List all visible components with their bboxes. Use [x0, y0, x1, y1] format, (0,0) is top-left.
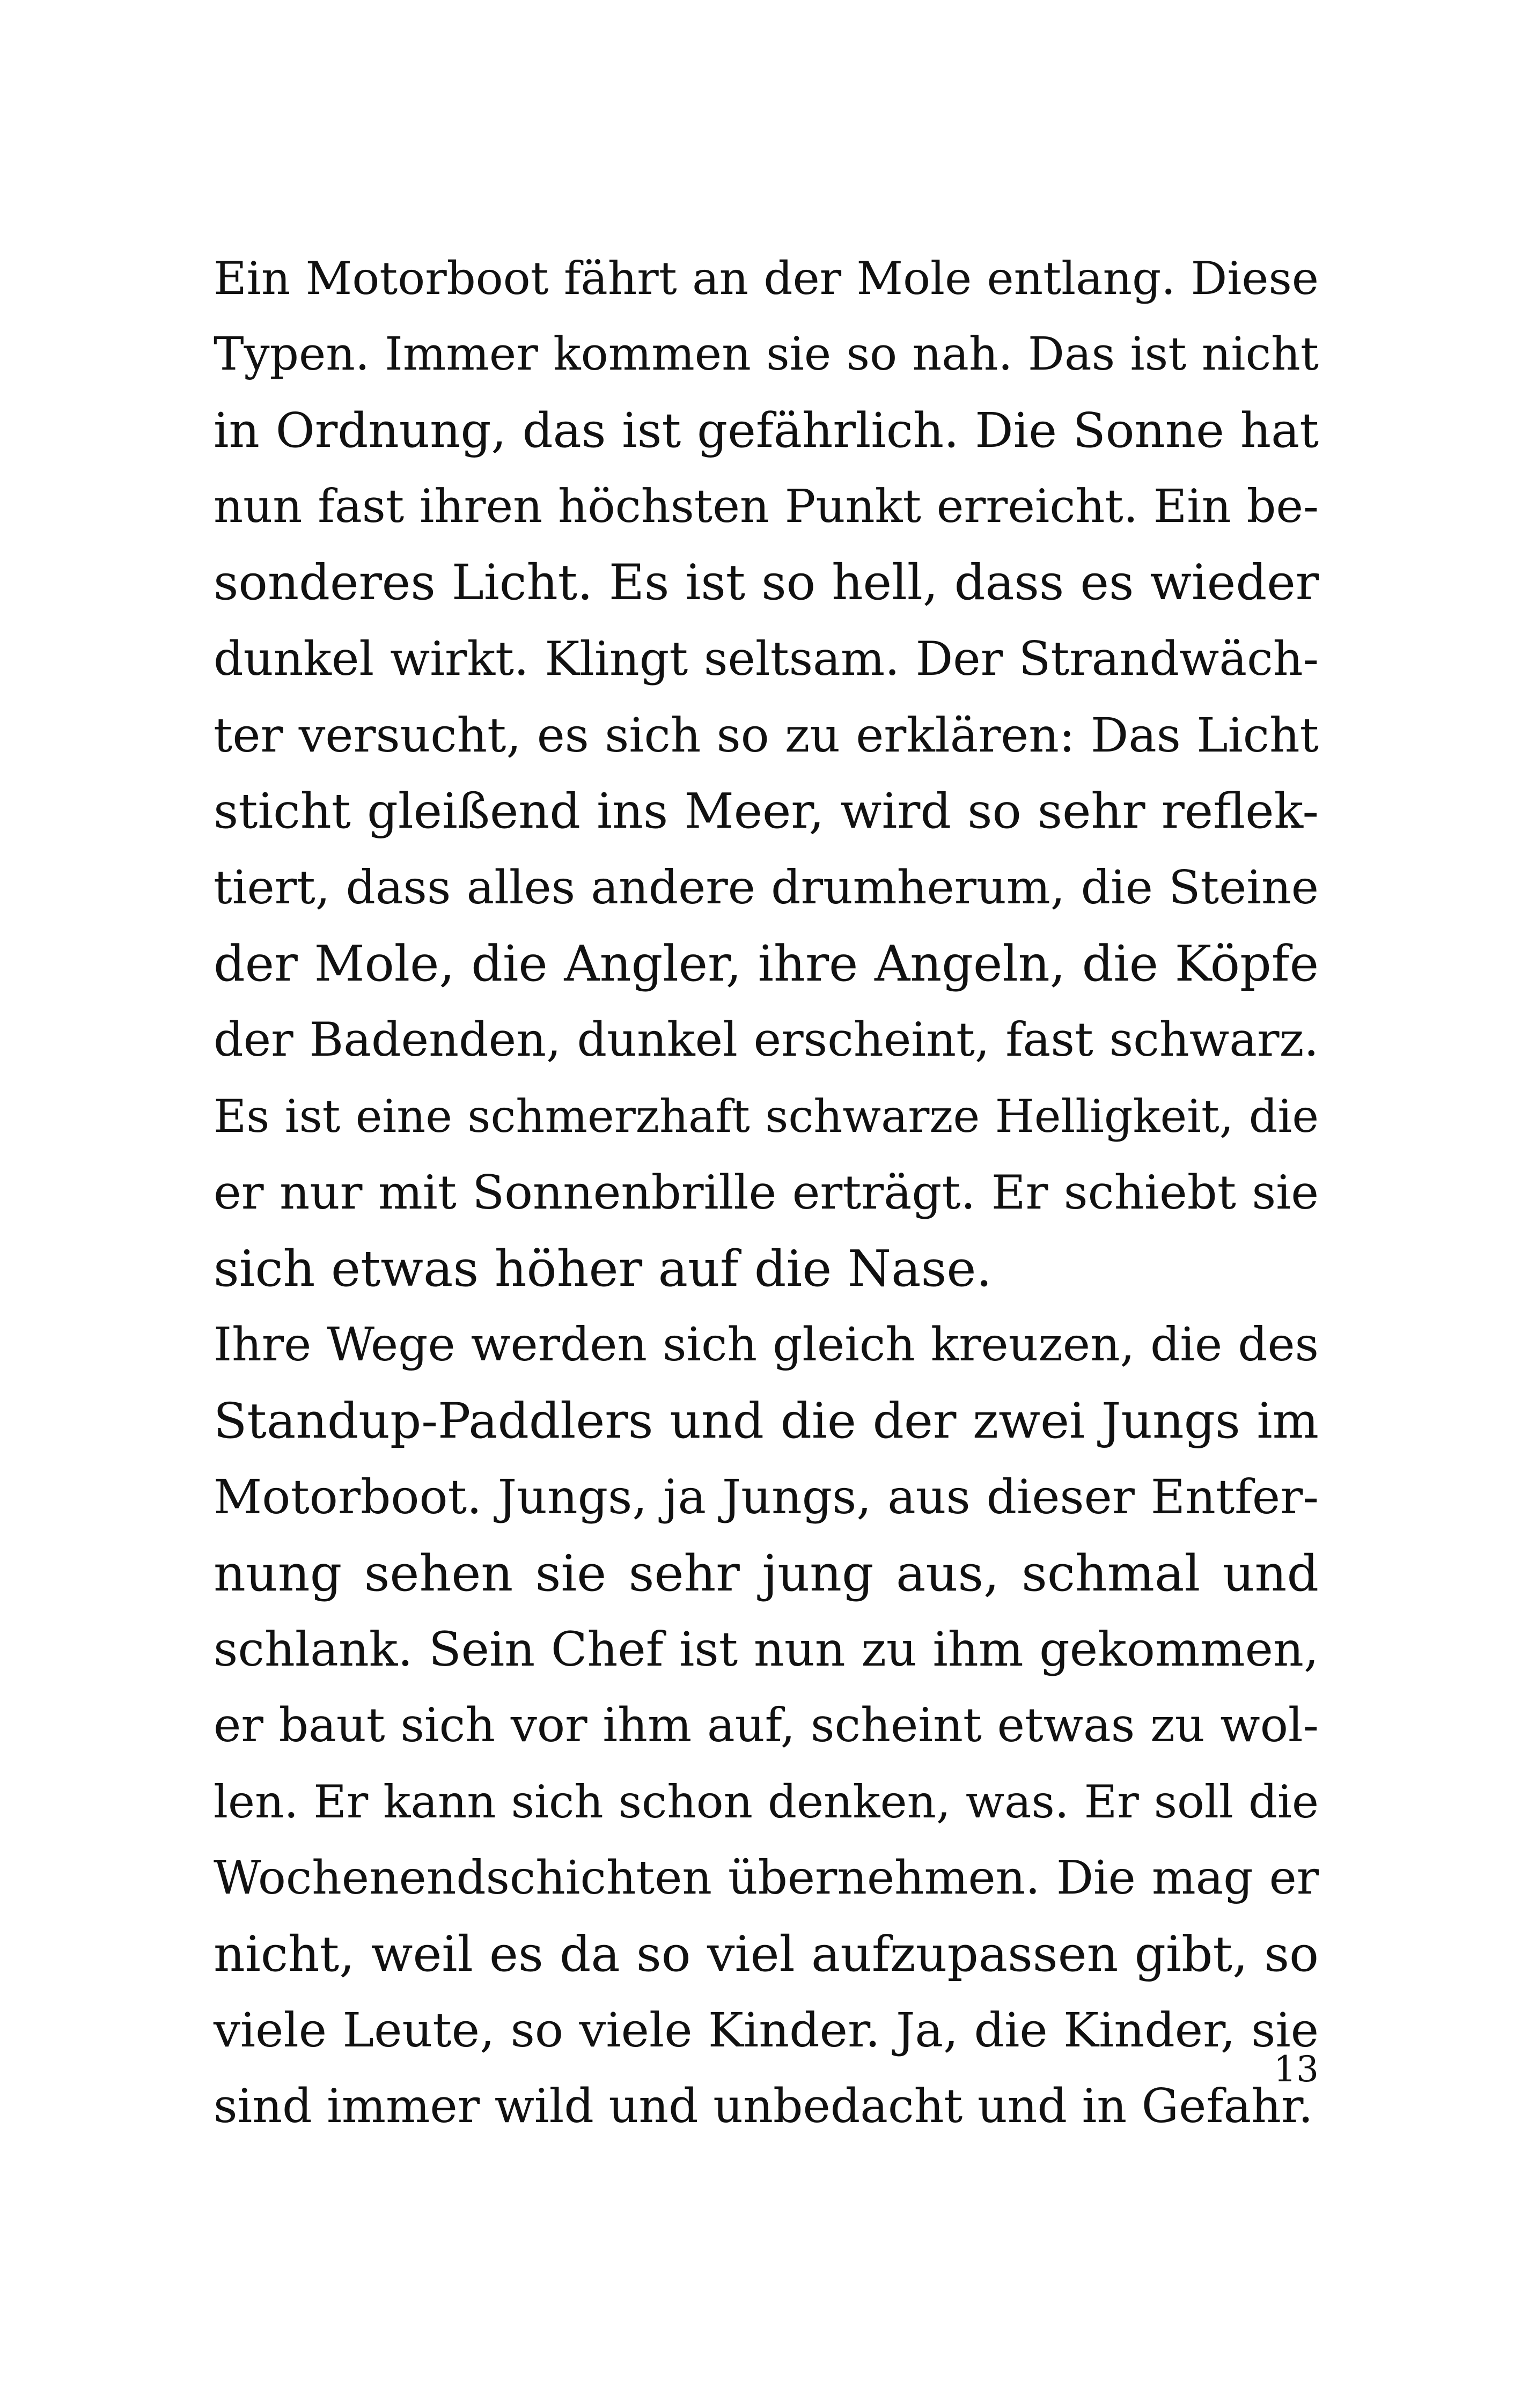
- text-line: tiert, dass alles andere drumherum, die Steine: [214, 861, 1319, 915]
- text-line: sonderes Licht. Es ist so hell, dass es wieder: [214, 555, 1319, 611]
- paragraph-1: [214, 240, 1319, 1307]
- text-line: Wochenendschichten übernehmen. Die mag er: [214, 1851, 1319, 1905]
- text-line: Ein Motorboot fährt an der Mole entlang. Diese: [214, 252, 1319, 305]
- text-line: len. Er kann sich schon denken, was. Er soll die: [214, 1776, 1319, 1828]
- text-line: in Ordnung, das ist gefährlich. Die Sonne hat: [214, 403, 1319, 459]
- text-line: nicht, weil es da so viel aufzupassen gibt, so: [214, 1926, 1319, 1983]
- text-line: er nur mit Sonnenbrille erträgt. Er schiebt sie: [214, 1165, 1319, 1220]
- text-line: nung sehen sie sehr jung aus, schmal und: [214, 1544, 1319, 1602]
- text-line: dunkel wirkt. Klingt seltsam. Der Strandwäch-: [214, 632, 1319, 686]
- text-line: sich etwas höher auf die Nase.: [214, 1240, 992, 1298]
- text-line: Ihre Wege werden sich gleich kreuzen, die des: [214, 1318, 1319, 1372]
- text-line: sind immer wild und unbedacht und in Gefahr.: [214, 2080, 1313, 2133]
- text-line: ter versucht, es sich so zu erklären: Das Licht: [214, 708, 1319, 763]
- text-line: Typen. Immer kommen sie so nah. Das ist nicht: [214, 328, 1319, 381]
- text-line: der Badenden, dunkel erscheint, fast schwarz.: [214, 1013, 1319, 1067]
- text-line: schlank. Sein Chef ist nun zu ihm gekommen,: [214, 1622, 1319, 1677]
- text-line: er baut sich vor ihm auf, scheint etwas zu wol-: [214, 1698, 1319, 1752]
- text-line: nun fast ihren höchsten Punkt erreicht. Ein be-: [214, 480, 1319, 533]
- body-text: [214, 240, 1319, 2145]
- text-line: sticht gleißend ins Meer, wird so sehr reflek-: [214, 783, 1319, 840]
- text-line: der Mole, die Angler, ihre Angeln, die Köpfe: [214, 935, 1319, 992]
- text-line: viele Leute, so viele Kinder. Ja, die Kinder, sie: [214, 2002, 1319, 2058]
- text-line: Motorboot. Jungs, ja Jungs, aus dieser Entfer-: [214, 1469, 1319, 1525]
- text-line: Standup-Paddlers und die der zwei Jungs im: [214, 1393, 1319, 1449]
- text-line: Es ist eine schmerzhaft schwarze Helligkeit, die: [214, 1090, 1319, 1143]
- page-number: 13: [1274, 2049, 1319, 2090]
- paragraph-2: [214, 1307, 1319, 2145]
